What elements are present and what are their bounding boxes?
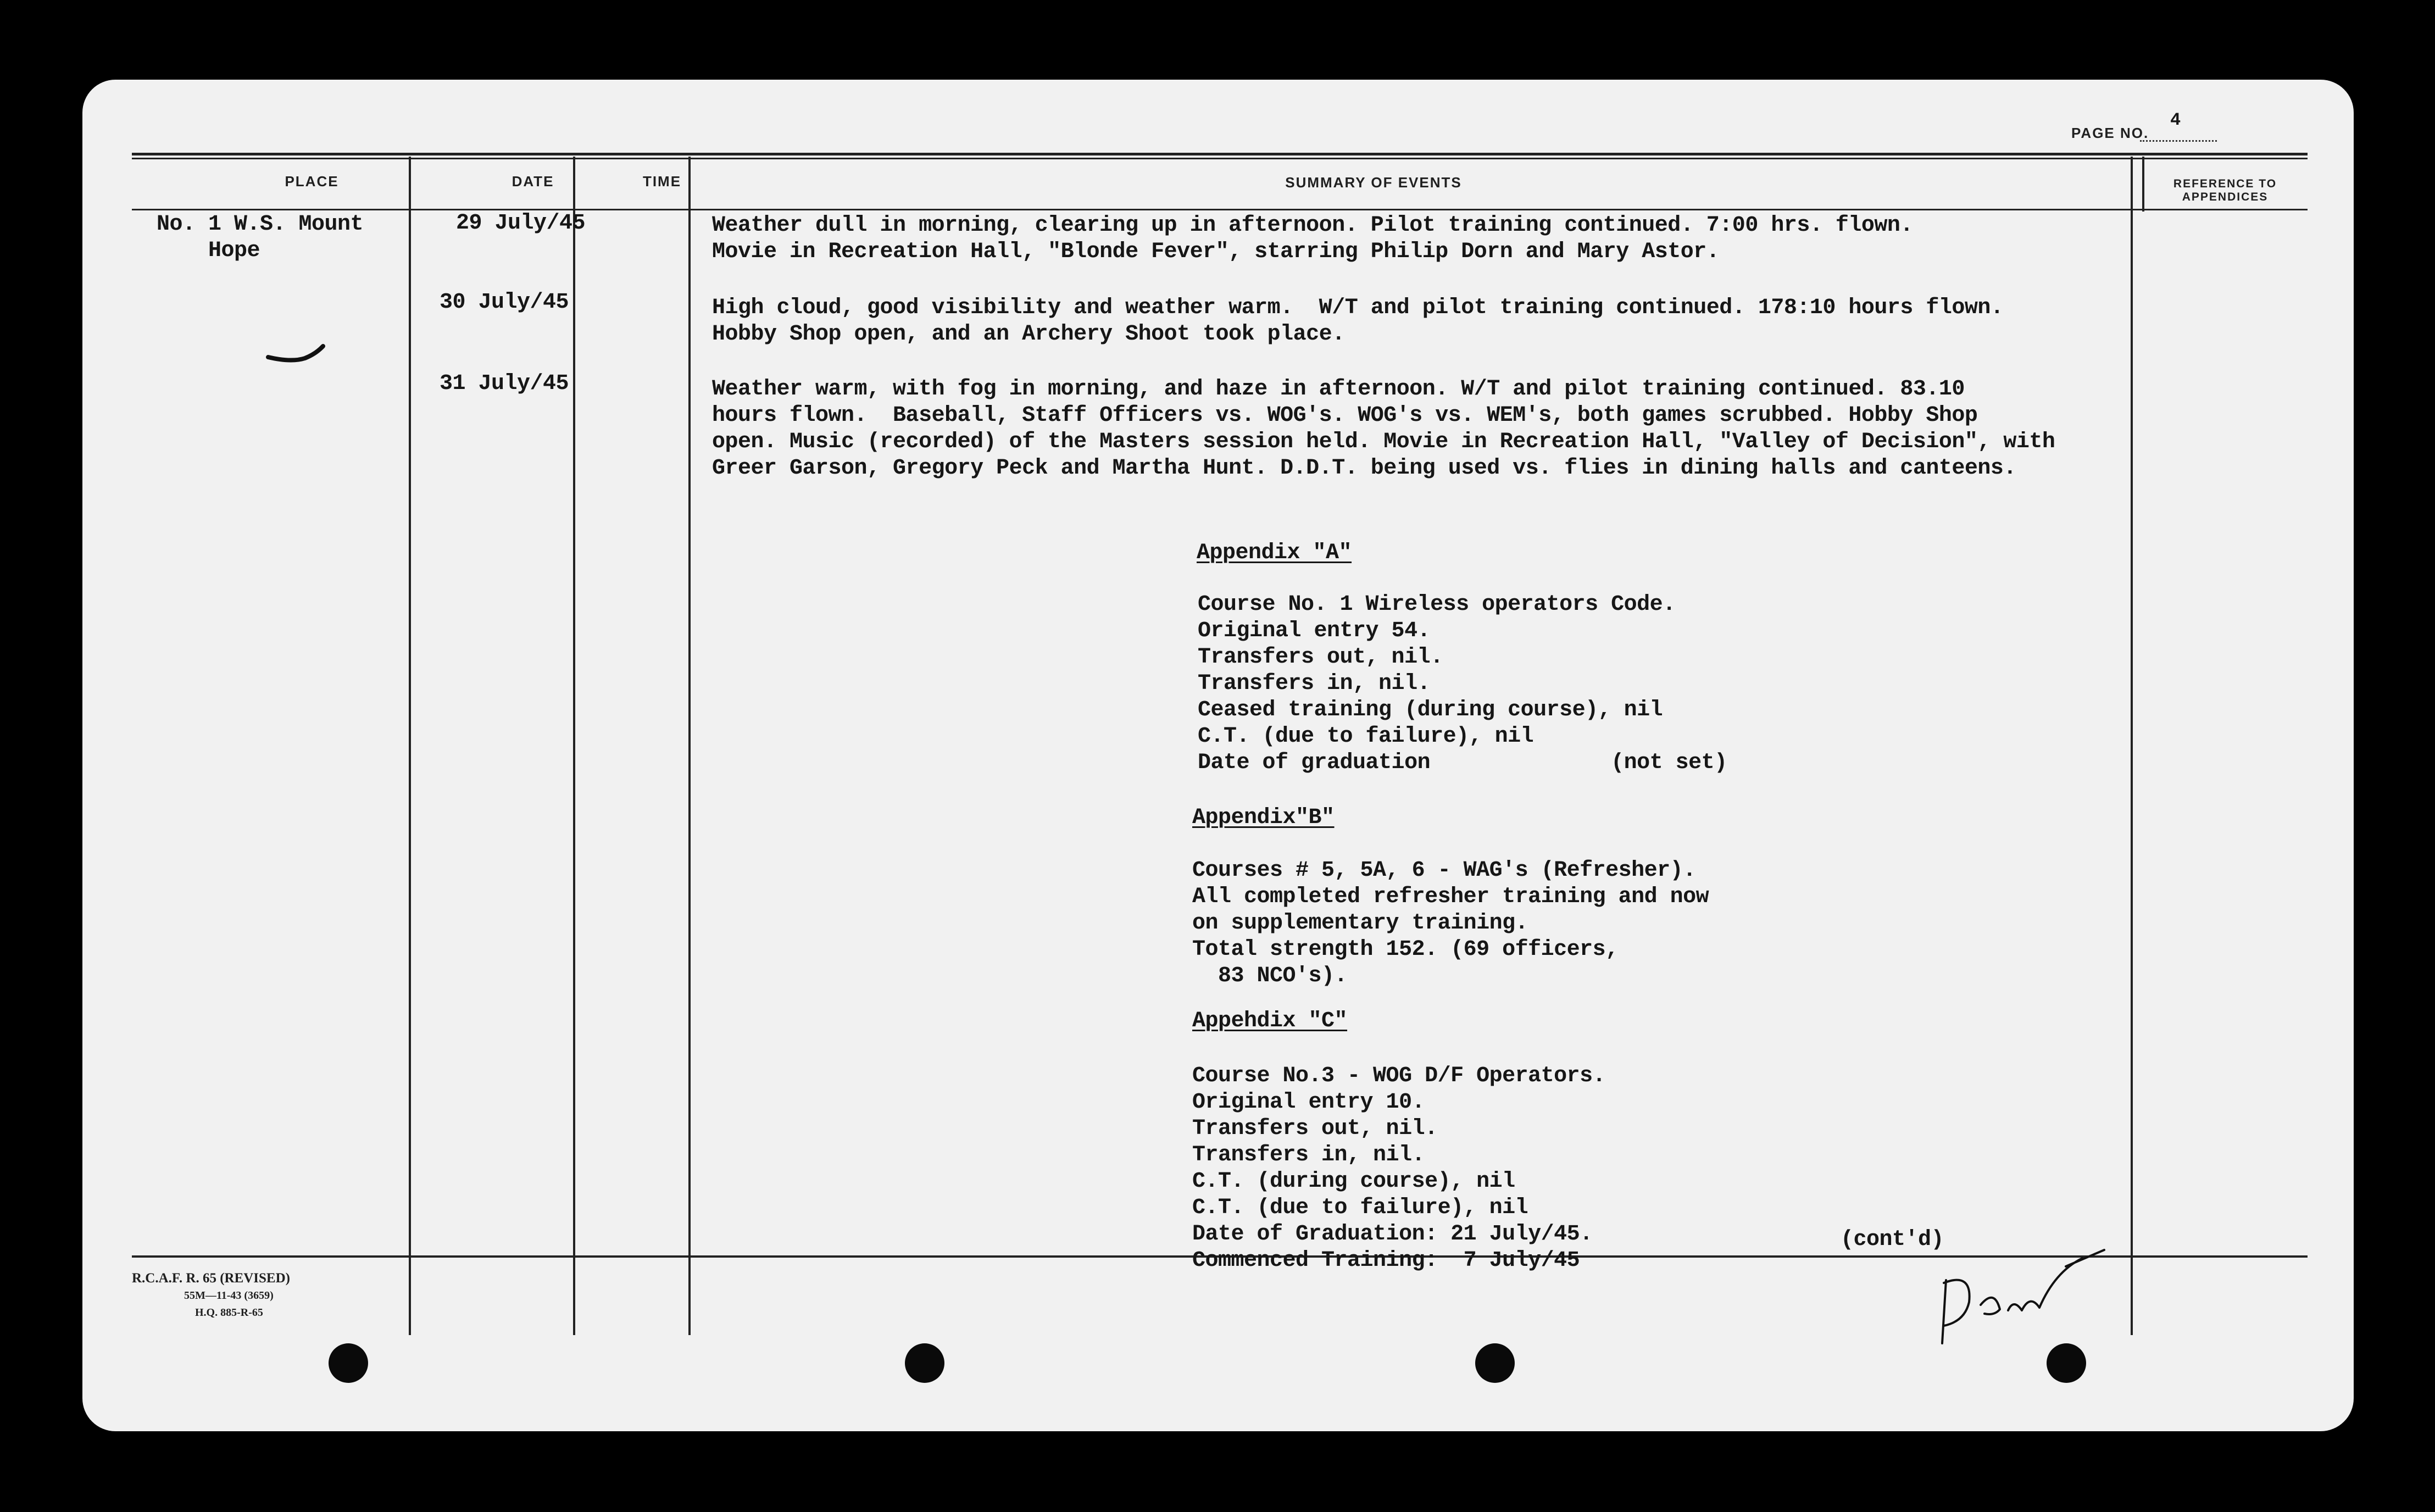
date-entry-3: 31 July/45	[440, 371, 569, 396]
diary-form	[82, 80, 2354, 1431]
column-header-time: TIME	[642, 173, 682, 190]
continued-note: (cont'd)	[1841, 1227, 1944, 1252]
summary-reference-divider	[2131, 157, 2133, 1335]
page-number-line	[2140, 140, 2217, 142]
header-top-rule-2	[132, 158, 2308, 159]
form-number: R.C.A.F. R. 65 (REVISED)	[132, 1271, 290, 1286]
place-date-divider	[409, 157, 411, 1335]
date-entry-1: 29 July/45	[456, 211, 586, 236]
date-time-divider	[573, 157, 575, 1335]
binder-hole-4	[2047, 1343, 2086, 1383]
place-text: No. 1 W.S. Mount Hope	[157, 212, 364, 263]
page-number-label: PAGE NO.	[2071, 125, 2149, 141]
appendix-b-body: Courses # 5, 5A, 6 - WAG's (Refresher). All completed refresher training and now on supplementary training. Total strength 152. (69 officers, 83 NCO's).	[1192, 858, 1709, 988]
summary-entry-2: High cloud, good visibility and weather warm. W/T and pilot training continued. 178:10 hours flown. Hobby Shop open, and an Archery Shoot took place.	[712, 296, 2004, 347]
header-top-rule	[132, 153, 2308, 155]
column-header-reference: REFERENCE TO APPENDICES	[2173, 177, 2277, 203]
summary-entry-1: Weather dull in morning, clearing up in afternoon. Pilot training continued. 7:00 hrs. flown. Movie in Recreation Hall, "Blonde Fever", starring Philip Dorn and Mary Astor.	[712, 213, 1913, 264]
reference-header-divider	[2142, 157, 2144, 212]
pencil-tick-mark	[264, 341, 330, 368]
form-print-code: 55M—11-43 (3659)	[184, 1289, 274, 1302]
appendix-c-title: Appehdix "C"	[1192, 1009, 1348, 1033]
binder-hole-1	[329, 1343, 368, 1383]
binder-hole-2	[905, 1343, 944, 1383]
page-number-value: 4	[2170, 110, 2181, 130]
binder-hole-3	[1475, 1343, 1515, 1383]
summary-entry-3: Weather warm, with fog in morning, and haze in afternoon. W/T and pilot training continued. 83.10 hours flown. Baseball, Staff Officers vs. WOG's. WOG's vs. WEM's, both games scrubbed. Hobby Shop open. Music (recorded) of the Masters session held. Movie in Recreation Hall, "Valley of Decision", with Greer Garson, Gregory Peck and Martha Hunt. D.D.T. being used vs. flies in dining halls and canteens.	[712, 377, 2055, 481]
column-header-summary: SUMMARY OF EVENTS	[1285, 174, 1462, 191]
appendix-a-title: Appendix "A"	[1197, 541, 1352, 565]
column-header-date: DATE	[512, 173, 554, 190]
appendix-b-title: Appendix"B"	[1192, 805, 1335, 830]
time-summary-divider	[688, 157, 691, 1335]
column-header-place: PLACE	[285, 173, 339, 190]
handwritten-initials-signature	[1912, 1228, 2132, 1354]
date-entry-2: 30 July/45	[440, 290, 569, 315]
form-hq-code: H.Q. 885-R-65	[195, 1307, 263, 1319]
appendix-a-body: Course No. 1 Wireless operators Code. Original entry 54. Transfers out, nil. Transfers in, nil. Ceased training (during course), nil C.T. (due to failure), nil Date of graduation (not set)	[1198, 592, 1727, 775]
appendix-c-body: Course No.3 - WOG D/F Operators. Original entry 10. Transfers out, nil. Transfers in, nil. C.T. (during course), nil C.T. (due to failure), nil Date of Graduation: 21 July/45. Commenced Training: 7 July/45	[1192, 1064, 1606, 1273]
